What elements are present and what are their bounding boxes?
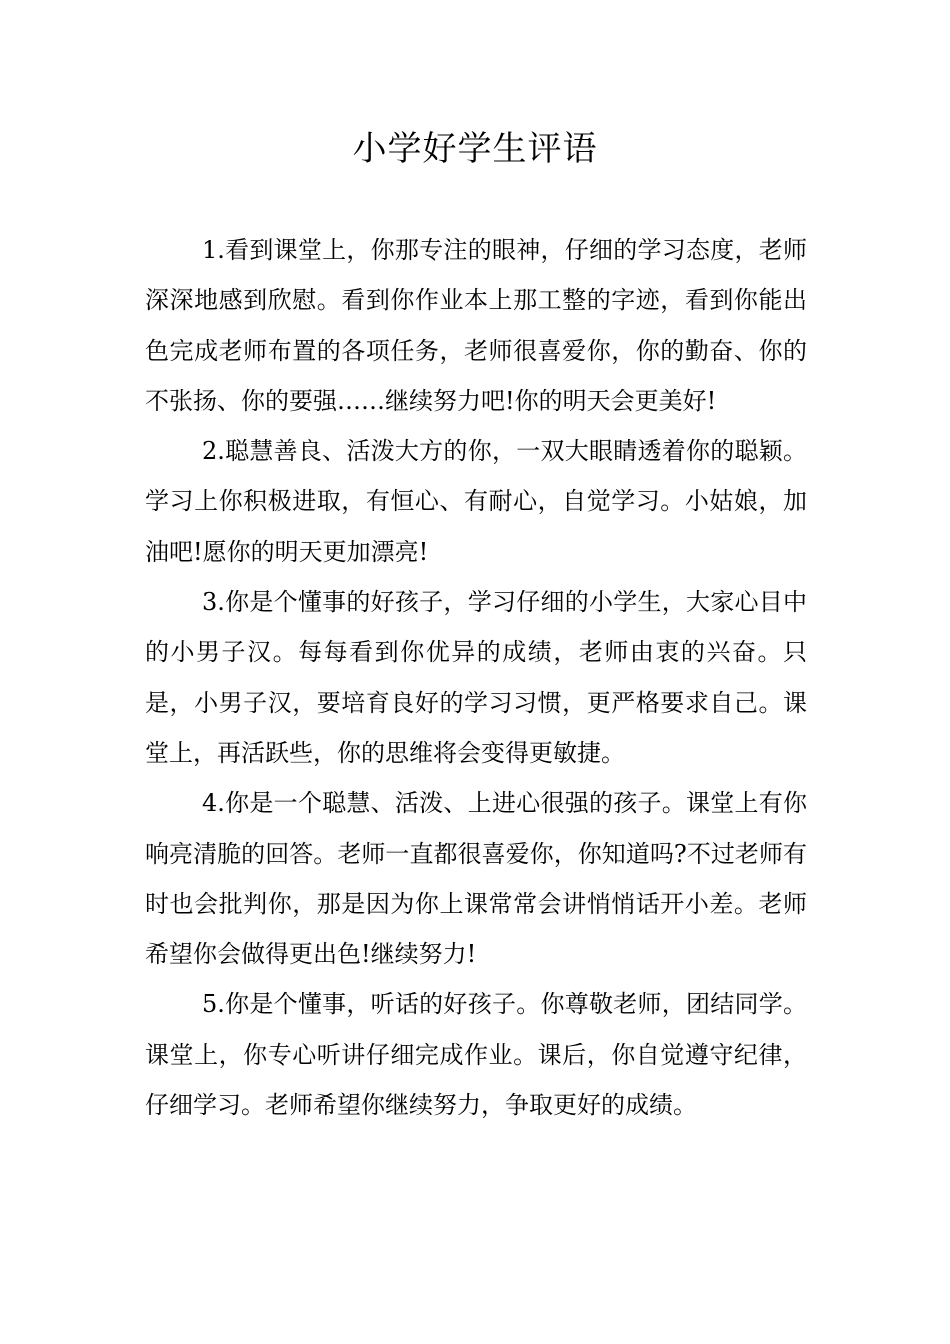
- comment-paragraph-5: 5.你是个懂事，听话的好孩子。你尊敬老师，团结同学。课堂上，你专心听讲仔细完成作业。课后，你自觉遵守纪律，仔细学习。老师希望你继续努力，争取更好的成绩。: [145, 990, 807, 1120]
- comment-paragraph-4: 4.你是一个聪慧、活泼、上进心很强的孩子。课堂上有你响亮清脆的回答。老师一直都很喜爱你，你知道吗?不过老师有时也会批判你，那是因为你上课常常会讲悄悄话开小差。老师希望你会做得更出色!继续努力!: [145, 789, 807, 969]
- comment-paragraph-1: 1.看到课堂上，你那专注的眼神，仔细的学习态度，老师深深地感到欣慰。看到你作业本上那工整的字迹，看到你能出色完成老师布置的各项任务，老师很喜爱你，你的勤奋、你的不张扬、你的要强……继续努力吧!你的明天会更美好!: [145, 236, 807, 415]
- comment-paragraph-2: 2.聪慧善良、活泼大方的你，一双大眼睛透着你的聪颖。学习上你积极进取，有恒心、有耐心，自觉学习。小姑娘，加油吧!愿你的明天更加漂亮!: [145, 437, 807, 566]
- comment-paragraph-3: 3.你是个懂事的好孩子，学习仔细的小学生，大家心目中的小男子汉。每每看到你优异的成绩，老师由衷的兴奋。只是，小男子汉，要培育良好的学习习惯，更严格要求自己。课堂上，再活跃些，你的思维将会变得更敏捷。: [145, 588, 807, 767]
- document-title: 小学好学生评语: [352, 129, 598, 169]
- document-body: [145, 225, 807, 1130]
